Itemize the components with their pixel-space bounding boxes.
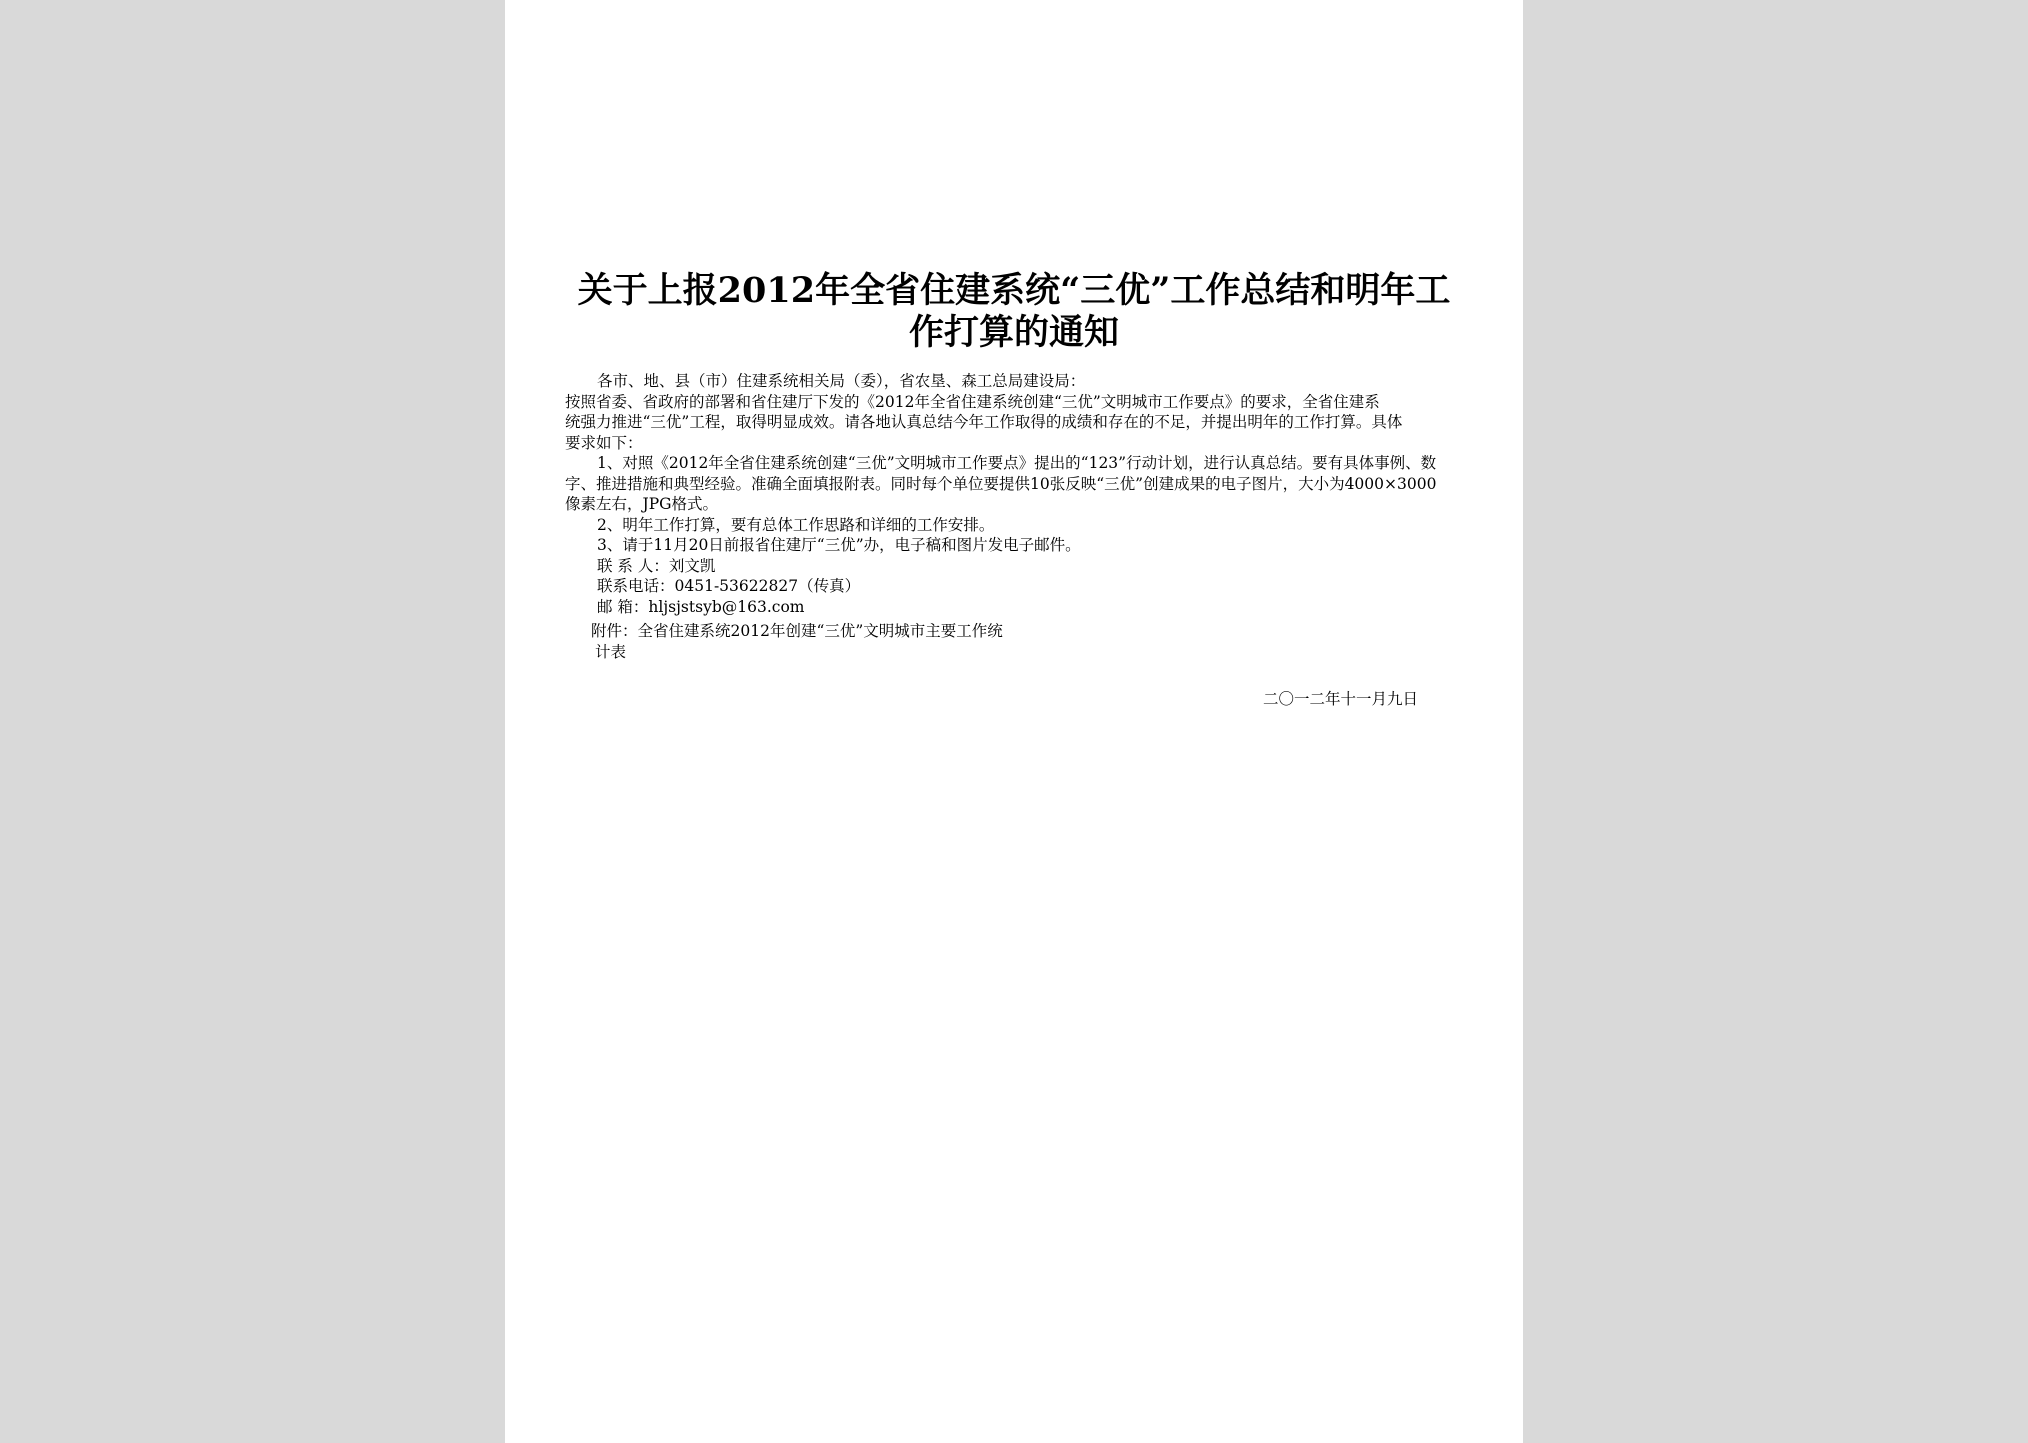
item-1-line-1: 1、对照《2012年全省住建系统创建“三优”文明城市工作要点》提出的“123”行动计划，进行认真总结。要有具体事例、数: [597, 454, 1437, 472]
intro-paragraph: [565, 392, 1470, 454]
item-3: 3、请于11月20日前报省住建厅“三优”办，电子稿和图片发电子邮件。: [597, 536, 1081, 554]
contact-person: 联 系 人：刘文凯: [597, 556, 716, 575]
contact-phone: 联系电话：0451-53622827（传真）: [597, 577, 861, 595]
title-line-1: 关于上报2012年全省住建系统“三优”工作总结和明年工: [577, 270, 1451, 311]
attachment-line-1: 附件：全省住建系统2012年创建“三优”文明城市主要工作统: [591, 622, 1003, 640]
intro-line-3: 要求如下：: [565, 433, 643, 452]
document-page: [505, 0, 1523, 1443]
document-title: [555, 270, 1473, 354]
item-2: 2、明年工作打算，要有总体工作思路和详细的工作安排。: [597, 515, 995, 534]
items-and-contacts: [565, 515, 1470, 618]
item-1-line-3: 像素左右，JPG格式。: [565, 495, 719, 513]
document-body: [565, 371, 1470, 662]
item-1-paragraph: [565, 453, 1470, 515]
contact-email: 邮 箱：hljsjstsyb@163.com: [597, 597, 805, 616]
document-date: 二〇一二年十一月九日: [1263, 690, 1419, 708]
intro-line-2: 统强力推进“三优”工程，取得明显成效。请各地认真总结今年工作取得的成绩和存在的不足，并提出明年的工作打算。具体: [565, 413, 1403, 431]
salutation: 各市、地、县（市）住建系统相关局（委），省农垦、森工总局建设局：: [597, 372, 1086, 390]
item-1-line-2: 字、推进措施和典型经验。准确全面填报附表。同时每个单位要提供10张反映“三优”创建成果的电子图片，大小为4000×3000: [565, 474, 1437, 493]
title-line-2: 作打算的通知: [908, 312, 1119, 353]
attachment-line-2: 计表: [595, 642, 627, 661]
attachment-note: [565, 621, 1470, 662]
intro-line-1: 按照省委、省政府的部署和省住建厅下发的《2012年全省住建系统创建“三优”文明城市工作要点》的要求，全省住建系: [565, 392, 1380, 411]
